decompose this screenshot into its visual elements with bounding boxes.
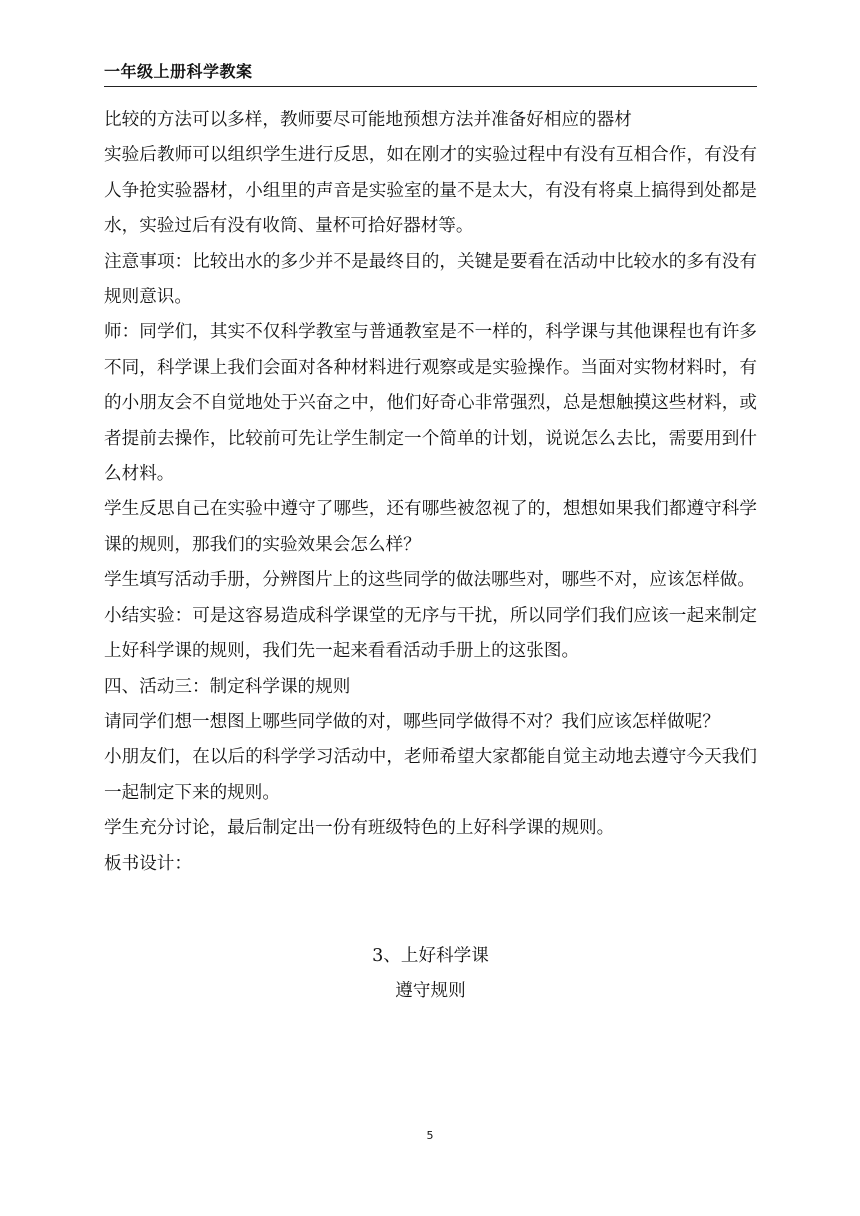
paragraph: 比较的方法可以多样，教师要尽可能地预想方法并准备好相应的器材 <box>104 110 632 130</box>
board-subtitle: 遵守规则 <box>395 981 466 1002</box>
paragraph: 实验后教师可以组织学生进行反思，如在刚才的实验过程中有没有互相合作，有没有人争抢实验器材，小组里的声音是实验室的量不是太大，有没有将桌上搞得到处都是水，实验过后有没有收筒、量杯可拾好器材等。 <box>104 145 757 237</box>
paragraph: 请同学们想一想图上哪些同学做的对，哪些同学做得不对？我们应该怎样做呢？ <box>104 711 720 732</box>
paragraph: 小朋友们，在以后的科学学习活动中，老师希望大家都能自觉主动地去遵守今天我们一起制定下来的规则。 <box>104 747 757 803</box>
paragraph: 学生充分讨论，最后制定出一份有班级特色的上好科学课的规则。 <box>104 818 615 839</box>
paragraph: 注意事项：比较出水的多少并不是最终目的，关键是要看在活动中比较水的多有没有规则意识。 <box>104 251 757 308</box>
board-title: 3、上好科学课 <box>372 946 489 966</box>
board-design <box>104 939 757 1010</box>
document-body <box>104 103 757 882</box>
page-number: 5 <box>426 1129 434 1142</box>
header-title: 一年级上册科学教案 <box>104 62 253 81</box>
paragraph: 学生填写活动手册，分辨图片上的这些同学的做法哪些对，哪些不对，应该怎样做。 <box>104 570 755 591</box>
paragraph: 师：同学们，其实不仅科学教室与普通教室是不一样的，科学课与其他课程也有许多不同，科学课上我们会面对各种材料进行观察或是实验操作。当面对实物材料时，有的小朋友会不自觉地处于兴奋之中，他们好奇心非常强烈，总是想触摸这些材料，或者提前去操作，比较前可先让学生制定一个简单的计划，说说怎么去比，需要用到什么材料。 <box>104 322 757 485</box>
paragraph: 学生反思自己在实验中遵守了哪些，还有哪些被忽视了的，想想如果我们都遵守科学课的规则，那我们的实验效果会怎么样？ <box>104 499 757 555</box>
page-header <box>104 62 757 87</box>
paragraph: 小结实验：可是这容易造成科学课堂的无序与干扰，所以同学们我们应该一起来制定上好科学课的规则，我们先一起来看看活动手册上的这张图。 <box>104 605 757 662</box>
section-heading: 四、活动三：制定科学课的规则 <box>104 676 351 697</box>
paragraph: 板书设计： <box>104 853 192 874</box>
